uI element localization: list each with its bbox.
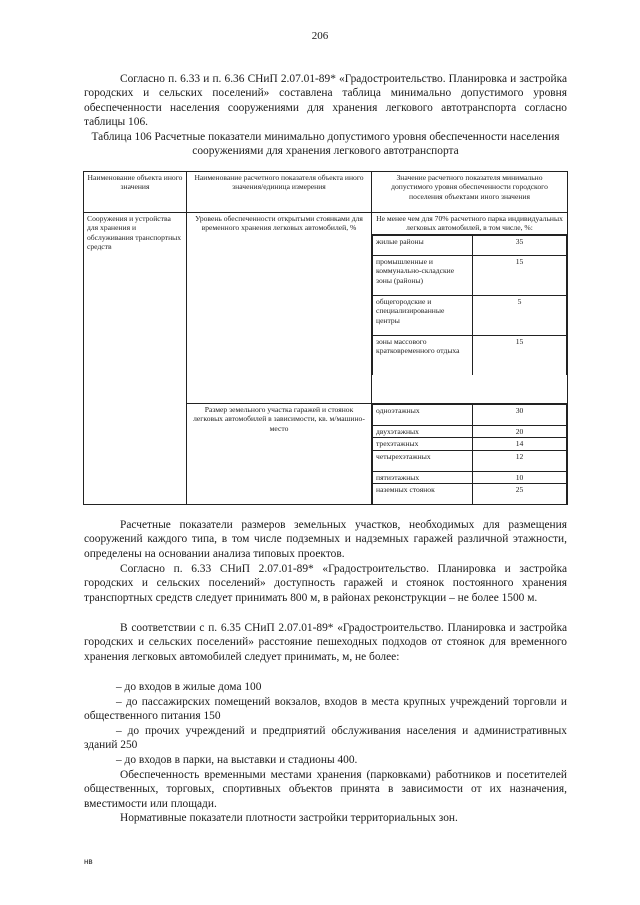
garage-type-value: 20 <box>473 426 567 438</box>
parking-norms-table <box>83 171 568 505</box>
sub-row <box>373 235 567 255</box>
header-indicator-name: Наименование расчетного показателя объекта иного значения/единица измерения <box>187 172 372 213</box>
sub-row <box>373 484 567 505</box>
table-header-row <box>84 172 568 213</box>
garage-type-label: пятиэтажных <box>373 471 473 483</box>
open-parking-note: Не менее чем для 70% расчетного парка индивидуальных легковых автомобилей, в том числе, %: <box>372 213 567 235</box>
sub-row <box>373 295 567 335</box>
list-item: – до входов в парки, на выставки и стадионы 400. <box>116 754 358 766</box>
garage-type-label: четырехэтажных <box>373 450 473 471</box>
indicator-garage-area: Размер земельного участка гаражей и стоянок легковых автомобилей в зависимости, кв. м/машино-место <box>187 404 372 505</box>
garage-area-values <box>372 404 568 505</box>
zone-label: зоны массового кратковременного отдыха <box>373 335 473 375</box>
garage-type-value: 30 <box>473 405 567 426</box>
footer-mark: нв <box>84 857 93 866</box>
zone-label: промышленные и коммунально-складские зоны (районы) <box>373 255 473 295</box>
zone-value: 35 <box>473 235 567 255</box>
sub-row <box>373 471 567 483</box>
garage-type-value: 12 <box>473 450 567 471</box>
open-parking-subtable <box>372 235 567 375</box>
sub-row <box>373 405 567 426</box>
zone-value: 15 <box>473 335 567 375</box>
zone-value: 5 <box>473 295 567 335</box>
sub-row <box>373 255 567 295</box>
paragraph-garage-access: Согласно п. 6.33 СНиП 2.07.01-89* «Градостроительство. Планировка и застройка городских и сельских поселений» доступность гаражей и стоянок постоянного хранения транспортных средств следует принимать 800 м, в районах реконструкции – не более 1500 м. <box>84 563 567 604</box>
garage-type-value: 25 <box>473 484 567 505</box>
list-item: – до прочих учреждений и предприятий обслуживания населения и административных зданий 250 <box>84 725 567 752</box>
table-title: Таблица 106 Расчетные показатели минимально допустимого уровня обеспеченности населения сооружениями для хранения легкового автотранспорта <box>91 131 560 158</box>
sub-row <box>373 450 567 471</box>
garage-type-value: 10 <box>473 471 567 483</box>
table-row <box>84 213 568 404</box>
object-name-cell: Сооружения и устройства для хранения и обслуживания транспортных средств <box>84 213 187 505</box>
garage-type-value: 14 <box>473 438 567 450</box>
paragraph-land-size: Расчетные показатели размеров земельных участков, необходимых для размещения сооружений каждого типа, в том числе подземных и надземных гаражей различной этажности, определены на основании анализа типовых проектов. <box>84 519 567 560</box>
sub-row <box>373 335 567 375</box>
sub-row <box>373 438 567 450</box>
garage-type-label: трехэтажных <box>373 438 473 450</box>
paragraph-walking-distance: В соответствии с п. 6.35 СНиП 2.07.01-89* «Градостроительство. Планировка и застройка городских и сельских поселений» расстояние пешеходных подходов от стоянок для временного хранения легковых автомобилей следует принимать, м, не более: <box>84 622 567 663</box>
zone-label: общегородские и специализированные центры <box>373 295 473 335</box>
zone-value: 15 <box>473 255 567 295</box>
list-item: – до входов в жилые дома 100 <box>116 681 262 693</box>
list-item: – до пассажирских помещений вокзалов, входов в места крупных учреждений торговли и общественного питания 150 <box>84 696 567 723</box>
header-indicator-value: Значение расчетного показателя минимально допустимого уровня обеспеченности городского поселения объектами иного значения <box>372 172 568 213</box>
garage-type-label: наземных стоянок <box>373 484 473 505</box>
zone-label: жилые районы <box>373 235 473 255</box>
paragraph-temporary-parking: Обеспеченность временными местами хранения (парковками) работников и посетителей общественных, торговых, спортивных объектов принята в зависимости от их назначения, вместимости или площади. <box>84 769 567 810</box>
header-object-name: Наименование объекта иного значения <box>84 172 187 213</box>
sub-row <box>373 426 567 438</box>
paragraph-density: Нормативные показатели плотности застройки территориальных зон. <box>120 812 458 824</box>
open-parking-values <box>372 213 568 404</box>
indicator-open-parking: Уровень обеспеченности открытыми стоянками для временного хранения легковых автомобилей, % <box>187 213 372 404</box>
garage-type-label: двухэтажных <box>373 426 473 438</box>
intro-paragraph: Согласно п. 6.33 и п. 6.36 СНиП 2.07.01-89* «Градостроительство. Планировка и застройка городских и сельских поселений» составлена таблица минимально допустимого уровня обеспеченности населения сооружениями для хранения легкового автотранспорта согласно таблицы 106. <box>84 73 567 129</box>
page-number: 206 <box>311 30 329 42</box>
garage-area-subtable <box>372 404 567 504</box>
garage-type-label: одноэтажных <box>373 405 473 426</box>
